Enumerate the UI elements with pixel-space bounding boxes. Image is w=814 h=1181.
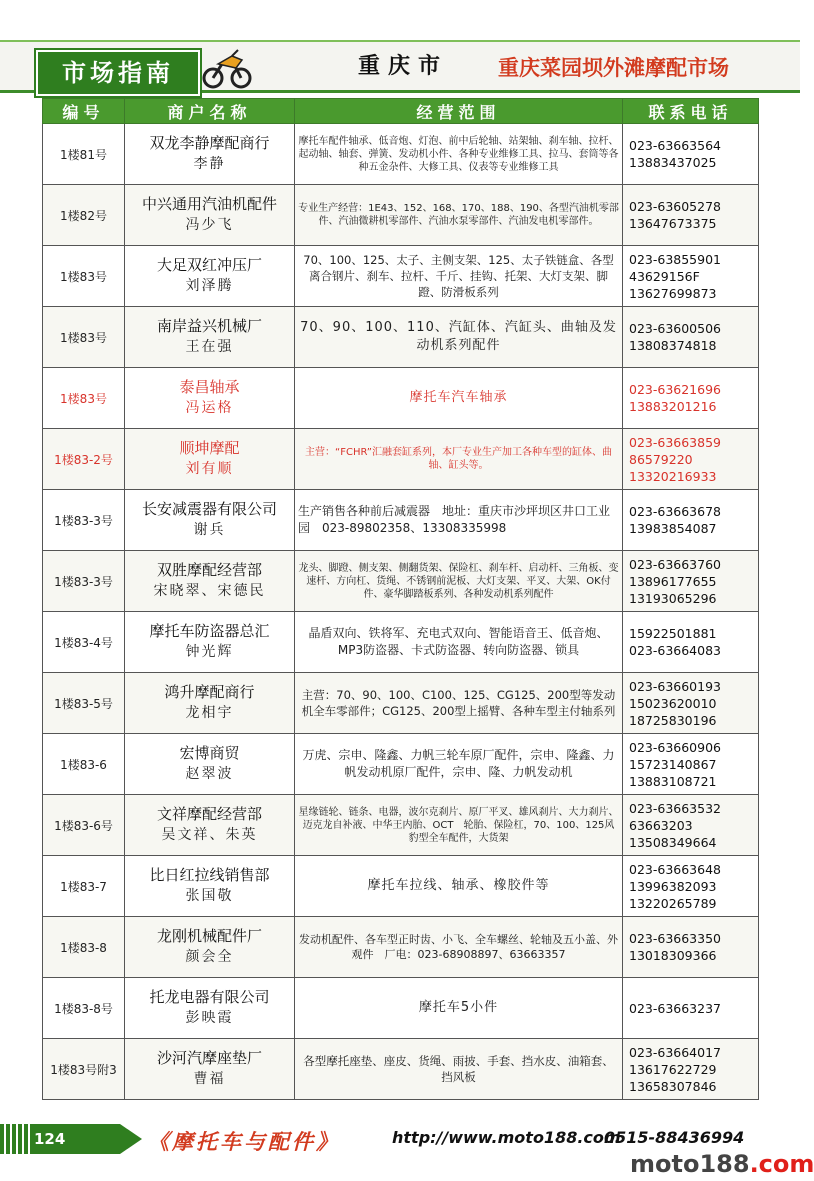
contact-person: 冯运格 bbox=[185, 400, 234, 416]
table-row bbox=[43, 368, 759, 429]
business-scope: 发动机配件、各车型正时齿、小飞、全车螺丝、轮轴及五小盖、外观件 厂电：023-68908897、63663357 bbox=[295, 917, 623, 978]
merchant-name: 双龙李静摩配商行 bbox=[149, 134, 270, 152]
phone-cell bbox=[623, 734, 759, 795]
phone-number: 023-63663237 bbox=[629, 1000, 721, 1016]
stall-number: 1楼83-4号 bbox=[43, 612, 125, 673]
table-row bbox=[43, 734, 759, 795]
table-row bbox=[43, 124, 759, 185]
business-scope: 主营：70、90、100、C100、125、CG125、200型等发动机全车零部件；CG125、200型上摇臂、各种车型主付轴系列 bbox=[295, 673, 623, 734]
table-row bbox=[43, 612, 759, 673]
watermark bbox=[630, 1150, 814, 1178]
phone-number: 13320216933 bbox=[629, 468, 717, 484]
merchant-cell bbox=[125, 307, 295, 368]
stall-number: 1楼83-8号 bbox=[43, 978, 125, 1039]
stall-number: 1楼83号 bbox=[43, 368, 125, 429]
phone-cell bbox=[623, 612, 759, 673]
table-row bbox=[43, 673, 759, 734]
merchant-name: 长安减震器有限公司 bbox=[141, 500, 277, 518]
contact-person: 钟光辉 bbox=[185, 644, 234, 660]
merchant-name: 大足双红冲压厂 bbox=[156, 256, 262, 274]
phone-number: 023-63663532 bbox=[629, 800, 721, 816]
contact-person: 王在强 bbox=[185, 339, 234, 355]
table-row bbox=[43, 1039, 759, 1100]
merchant-name: 泰昌轴承 bbox=[179, 378, 240, 396]
city-title: 重庆市 bbox=[358, 53, 449, 79]
phone-number: 023-63663859 bbox=[629, 434, 721, 450]
business-scope: 摩托车5小件 bbox=[295, 978, 623, 1039]
phone-number: 023-63663564 bbox=[629, 138, 721, 153]
watermark-suffix: .com bbox=[749, 1150, 814, 1178]
business-scope: 主营：“FCHR”汇融套缸系列，本厂专业生产加工各种车型的缸体、曲轴、缸头等。 bbox=[295, 429, 623, 490]
phone-number: 13883201216 bbox=[629, 399, 717, 414]
website-link[interactable]: http://www.moto188.com bbox=[392, 1128, 621, 1147]
table-row bbox=[43, 429, 759, 490]
merchant-cell bbox=[125, 246, 295, 307]
merchant-cell bbox=[125, 612, 295, 673]
phone-number: 023-63855901 bbox=[629, 251, 721, 267]
merchant-name: 南岸益兴机械厂 bbox=[156, 317, 262, 335]
contact-person: 冯少飞 bbox=[185, 217, 234, 233]
merchant-cell bbox=[125, 856, 295, 917]
phone-number: 023-63663678 bbox=[629, 504, 721, 519]
stall-number: 1楼83号 bbox=[43, 246, 125, 307]
phone-number: 023-63663648 bbox=[629, 861, 721, 877]
merchant-cell bbox=[125, 673, 295, 734]
stall-number: 1楼83-2号 bbox=[43, 429, 125, 490]
contact-person: 彭映霞 bbox=[185, 1010, 234, 1026]
phone-cell bbox=[623, 978, 759, 1039]
phone-number: 023-63663350 bbox=[629, 931, 721, 946]
stall-number: 1楼81号 bbox=[43, 124, 125, 185]
phone-number: 13508349664 bbox=[629, 834, 717, 850]
phone-number: 13617622729 bbox=[629, 1061, 717, 1077]
phone-cell bbox=[623, 673, 759, 734]
phone-cell bbox=[623, 490, 759, 551]
contact-person: 曹福 bbox=[193, 1071, 226, 1087]
phone-number: 18725830196 bbox=[629, 712, 717, 728]
table-row bbox=[43, 185, 759, 246]
contact-person: 刘有顺 bbox=[185, 461, 234, 477]
stall-number: 1楼82号 bbox=[43, 185, 125, 246]
phone-cell bbox=[623, 1039, 759, 1100]
table-row bbox=[43, 917, 759, 978]
phone-number: 13018309366 bbox=[629, 948, 717, 963]
phone-number: 13193065296 bbox=[629, 590, 717, 606]
phone-cell bbox=[623, 856, 759, 917]
phone-cell bbox=[623, 124, 759, 185]
phone-number: 13647673375 bbox=[629, 216, 717, 231]
phone-number: 63663203 bbox=[629, 817, 693, 833]
business-scope: 晶盾双向、铁将军、充电式双向、智能语音王、低音炮、MP3防盗器、卡式防盗器、转向防盗器、锁具 bbox=[295, 612, 623, 673]
merchant-name: 宏博商贸 bbox=[179, 744, 240, 762]
phone-cell bbox=[623, 551, 759, 612]
merchant-cell bbox=[125, 490, 295, 551]
merchant-name: 鸿升摩配商行 bbox=[164, 683, 255, 701]
market-title: 重庆菜园坝外滩摩配市场 bbox=[498, 56, 729, 80]
business-scope: 摩托车配件轴承、低音炮、灯泡、前中后轮轴、站架轴、刹车轴、拉杆、起动轴、轴套、弹簧、发动机小件、各种专业维修工具、拉马、套筒等各种五金杂件、大修工具、仪表等专业维修工具 bbox=[295, 124, 623, 185]
business-scope: 专业生产经营：1E43、152、168、170、188、190、各型汽油机零部件、汽油微耕机零部件、汽油水泵零部件、汽油发电机零部件。 bbox=[295, 185, 623, 246]
phone-number: 13808374818 bbox=[629, 338, 717, 353]
phone-number: 023-63600506 bbox=[629, 321, 721, 336]
phone-number: 023-63664083 bbox=[629, 643, 721, 658]
stall-number: 1楼83号附3 bbox=[43, 1039, 125, 1100]
table-header-row bbox=[43, 99, 759, 124]
stall-number: 1楼83-3号 bbox=[43, 551, 125, 612]
merchant-table bbox=[42, 98, 759, 1100]
table-row bbox=[43, 307, 759, 368]
contact-person: 刘泽腾 bbox=[185, 278, 234, 294]
phone-cell bbox=[623, 368, 759, 429]
contact-person: 宋晓翠、宋德民 bbox=[153, 583, 266, 599]
merchant-cell bbox=[125, 124, 295, 185]
stall-number: 1楼83-7 bbox=[43, 856, 125, 917]
stall-number: 1楼83-6 bbox=[43, 734, 125, 795]
merchant-name: 摩托车防盗器总汇 bbox=[149, 622, 270, 640]
phone-cell bbox=[623, 185, 759, 246]
merchant-cell bbox=[125, 734, 295, 795]
stall-number: 1楼83-5号 bbox=[43, 673, 125, 734]
table-row bbox=[43, 795, 759, 856]
business-scope: 万虎、宗申、隆鑫、力帆三轮车原厂配件，宗申、隆鑫、力帆发动机原厂配件，宗申、隆、力帆发动机 bbox=[295, 734, 623, 795]
merchant-name: 龙刚机械配件厂 bbox=[156, 927, 262, 945]
stall-number: 1楼83-3号 bbox=[43, 490, 125, 551]
business-scope: 生产销售各种前后减震器 地址：重庆市沙坪坝区井口工业园 023-89802358、13308335998 bbox=[295, 490, 623, 551]
contact-person: 吴文祥、朱英 bbox=[161, 827, 258, 843]
table-row bbox=[43, 246, 759, 307]
page-header bbox=[0, 0, 800, 100]
stall-number: 1楼83-6号 bbox=[43, 795, 125, 856]
phone-number: 86579220 bbox=[629, 451, 693, 467]
merchant-name: 托龙电器有限公司 bbox=[149, 988, 270, 1006]
phone-number: 13883437025 bbox=[629, 155, 717, 170]
phone-number: 023-63663760 bbox=[629, 556, 721, 572]
stall-number: 1楼83号 bbox=[43, 307, 125, 368]
header-number: 编号 bbox=[43, 99, 125, 124]
contact-person: 张国敬 bbox=[185, 888, 234, 904]
table-row bbox=[43, 490, 759, 551]
table-row bbox=[43, 856, 759, 917]
table-row bbox=[43, 551, 759, 612]
business-scope: 各型摩托座垫、座皮、货绳、雨披、手套、挡水皮、油箱套、挡风板 bbox=[295, 1039, 623, 1100]
section-title: 市场指南 bbox=[36, 50, 200, 96]
phone-number: 13220265789 bbox=[629, 895, 717, 911]
phone-number: 15723140867 bbox=[629, 756, 717, 772]
business-scope: 70、100、125、太子、主侧支架、125、太子铁链盒、各型离合钢片、刹车、拉杆、千斤、挂钩、托架、大灯支架、脚蹬、防滑板系列 bbox=[295, 246, 623, 307]
merchant-cell bbox=[125, 551, 295, 612]
phone-number: 43629156F bbox=[629, 268, 700, 284]
merchant-name: 中兴通用汽油机配件 bbox=[141, 195, 277, 213]
business-scope: 龙头、脚蹬、侧支架、侧翻货架、保险杠、刹车杆、启动杆、三角板、变速杆、方向杠、货绳、不锈钢前泥板、大灯支架、平叉、大架、OK付件、豪华脚踏板系列、各种发动机系列配件 bbox=[295, 551, 623, 612]
phone-number: 13658307846 bbox=[629, 1078, 717, 1094]
phone-number: 13896177655 bbox=[629, 573, 717, 589]
business-scope: 星缘链轮、链条、电器，波尔克刹片、原厂平叉、雄风刹片、大力刹片、迈克龙自补液、中华王内胎、OCT 轮胎、保险杠，70、100、125风豹型全车配件，大货架 bbox=[295, 795, 623, 856]
business-scope: 摩托车拉线、轴承、橡胶件等 bbox=[295, 856, 623, 917]
business-scope: 摩托车汽车轴承 bbox=[295, 368, 623, 429]
phone-cell bbox=[623, 917, 759, 978]
header-phone: 联系电话 bbox=[623, 99, 759, 124]
merchant-cell bbox=[125, 368, 295, 429]
header-scope: 经营范围 bbox=[295, 99, 623, 124]
phone-number: 023-63605278 bbox=[629, 199, 721, 214]
merchant-cell bbox=[125, 1039, 295, 1100]
phone-number: 13883108721 bbox=[629, 773, 717, 789]
contact-person: 李静 bbox=[193, 156, 226, 172]
magazine-title: 《摩托车与配件》 bbox=[148, 1129, 340, 1154]
header-top bbox=[0, 0, 800, 40]
merchant-cell bbox=[125, 978, 295, 1039]
footer-stripes bbox=[0, 1124, 30, 1154]
phone-number: 023-63664017 bbox=[629, 1044, 721, 1060]
phone-cell bbox=[623, 246, 759, 307]
footer-phone: 0515-88436994 bbox=[604, 1128, 745, 1147]
phone-number: 15922501881 bbox=[629, 626, 717, 641]
motorcycle-icon bbox=[202, 44, 252, 90]
merchant-name: 顺坤摩配 bbox=[179, 439, 240, 457]
merchant-cell bbox=[125, 917, 295, 978]
phone-number: 023-63660906 bbox=[629, 739, 721, 755]
merchant-name: 沙河汽摩座垫厂 bbox=[156, 1049, 262, 1067]
merchant-cell bbox=[125, 185, 295, 246]
phone-cell bbox=[623, 429, 759, 490]
phone-number: 13983854087 bbox=[629, 521, 717, 536]
stall-number: 1楼83-8 bbox=[43, 917, 125, 978]
phone-number: 023-63660193 bbox=[629, 678, 721, 694]
merchant-name: 双胜摩配经营部 bbox=[156, 561, 262, 579]
business-scope: 70、90、100、110、汽缸体、汽缸头、曲轴及发动机系列配件 bbox=[295, 307, 623, 368]
merchant-cell bbox=[125, 429, 295, 490]
contact-person: 龙相宇 bbox=[185, 705, 234, 721]
watermark-main: moto188 bbox=[630, 1150, 750, 1178]
table-row bbox=[43, 978, 759, 1039]
page-number: 124 bbox=[0, 1124, 120, 1154]
phone-number: 15023620010 bbox=[629, 695, 717, 711]
phone-number: 13627699873 bbox=[629, 285, 717, 301]
phone-number: 13996382093 bbox=[629, 878, 717, 894]
contact-person: 颜会全 bbox=[185, 949, 234, 965]
phone-cell bbox=[623, 795, 759, 856]
phone-number: 023-63621696 bbox=[629, 382, 721, 397]
merchant-name: 比日红拉线销售部 bbox=[149, 866, 270, 884]
header-merchant: 商户名称 bbox=[125, 99, 295, 124]
merchant-name: 文祥摩配经营部 bbox=[156, 805, 262, 823]
phone-cell bbox=[623, 307, 759, 368]
contact-person: 赵翠波 bbox=[185, 766, 234, 782]
contact-person: 谢兵 bbox=[193, 522, 226, 538]
merchant-cell bbox=[125, 795, 295, 856]
